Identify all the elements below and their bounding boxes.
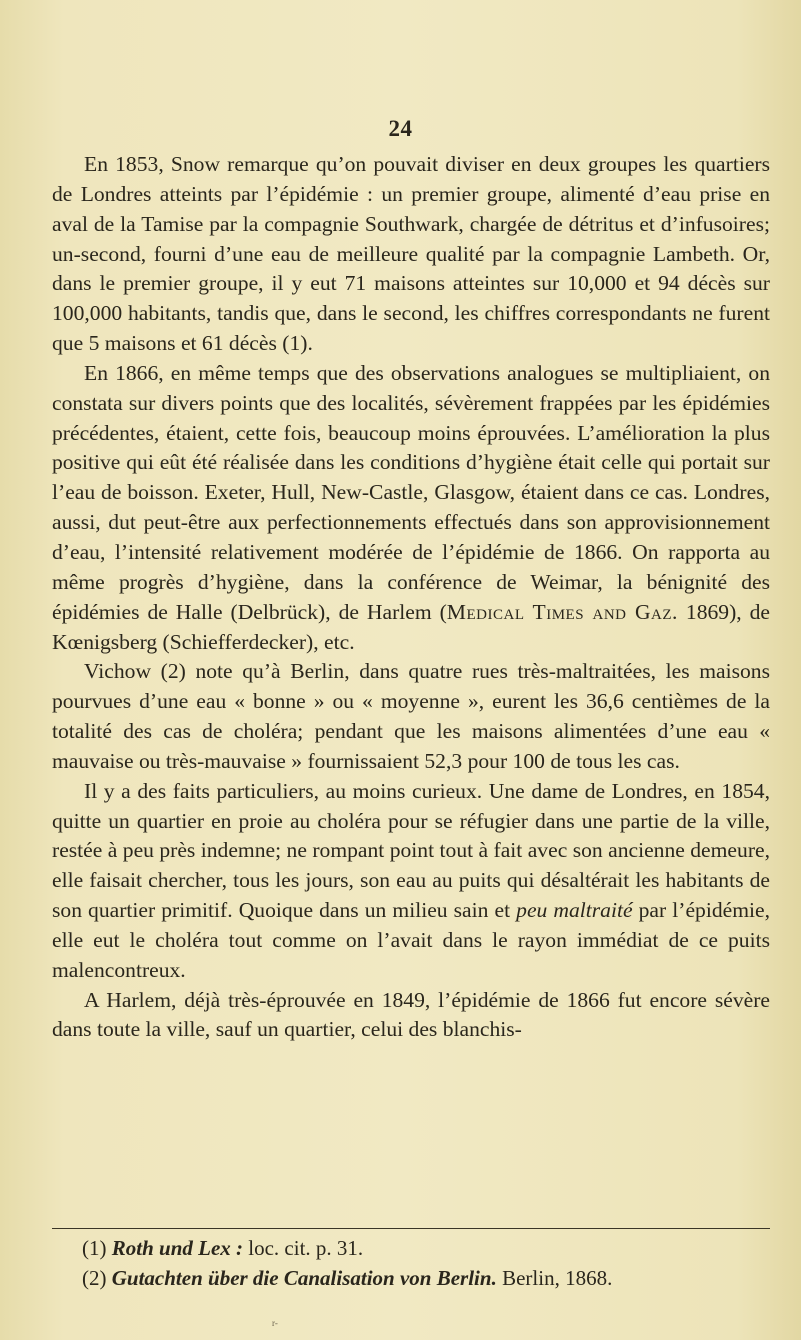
text-run: par l’épidémie, elle eut le choléra tout comme on l’avait dans le rayon immédiat de ce puits malencontreux. xyxy=(52,898,770,982)
footnote-title: Roth und Lex : xyxy=(111,1236,244,1260)
footnote-marker: (2) xyxy=(82,1266,112,1290)
paragraph xyxy=(52,986,770,1046)
footnote-rule xyxy=(52,1228,770,1229)
footnote-reference: loc. cit. p. 31. xyxy=(243,1236,364,1260)
paragraph xyxy=(52,150,770,359)
text-run: 1869), de Kœnigsberg (Schiefferdecker), etc. xyxy=(52,599,770,654)
page-number: 24 xyxy=(388,116,413,141)
text-run: En 1853, Snow remarque qu’on pouvait diviser en deux groupes les quartiers de Londres atteints par l’épidémie : un premier groupe, alimenté d’eau prise en aval de la Tamise par la compagnie Southwark, chargée de détritus et d’infusoires; un-second, fourni d’une eau de meilleure qualité par la compagnie Lambeth. Or, dans le premier groupe, il y eut 71 maisons atteintes sur 10,000 et 94 décès sur 100,000 habitants, tandis que, dans le second, les chiffres correspondants ne furent que 5 maisons et 61 décès (1). xyxy=(52,152,770,356)
emphasis-text: peu maltraité xyxy=(516,898,633,923)
paragraph xyxy=(52,657,770,776)
footnote-marker: (1) xyxy=(82,1236,112,1260)
paragraph xyxy=(52,359,770,657)
text-run: En 1866, en même temps que des observations analogues se multipliaient, on constata sur divers points que des localités, sévèrement frappées par les épidémies précédentes, étaient, cette fois, beaucoup moins éprouvées. L’amélioration la plus positive qui eût été réalisée dans les conditions d’hygiène était celle qui portait sur l’eau de boisson. Exeter, Hull, New-Castle, Glasgow, étaient dans ce cas. Londres, aussi, dut peut-être aux perfectionnements effectués dans son approvisionnement d’eau, l’intensité relativement modérée de l’épidémie de 1866. On rapporta au même progrès d’hygiène, dans la conférence de Weimar, la bénignité des épidémies de Halle (Delbrück), de Harlem ( xyxy=(52,360,770,624)
footnotes xyxy=(52,1233,770,1293)
footnote-title: Gutachten über die Canalisation von Berlin. xyxy=(111,1266,497,1290)
journal-citation: Medical Times and Gaz. xyxy=(446,599,678,624)
body-text xyxy=(52,150,770,1045)
footnote xyxy=(52,1263,770,1293)
text-run: Il y a des faits particuliers, au moins curieux. Une dame de Londres, en 1854, quitte un quartier en proie au choléra pour se réfugier dans une partie de la ville, restée à peu près indemne; ne rompant point tout à fait avec son ancienne demeure, elle faisait chercher, tous les jours, son eau au puits qui désaltérait les habitants de son quartier primitif. Quoique dans un milieu sain et xyxy=(52,778,770,923)
stray-mark: r- xyxy=(272,1318,278,1328)
paragraph xyxy=(52,777,770,986)
text-run: Vichow (2) note qu’à Berlin, dans quatre rues très-maltraitées, les maisons pourvues d’une eau « bonne » ou « moyenne », eurent les 36,6 centièmes de la totalité des cas de choléra; pendant que les maisons alimentées d’une eau « mauvaise ou très-mauvaise » fournissaient 52,3 pour 100 de tous les cas. xyxy=(52,659,770,773)
footnote xyxy=(52,1233,770,1263)
footnote-reference: Berlin, 1868. xyxy=(496,1266,613,1290)
text-run: A Harlem, déjà très-éprouvée en 1849, l’épidémie de 1866 fut encore sévère dans toute la ville, sauf un quartier, celui des blanchis- xyxy=(52,987,770,1042)
